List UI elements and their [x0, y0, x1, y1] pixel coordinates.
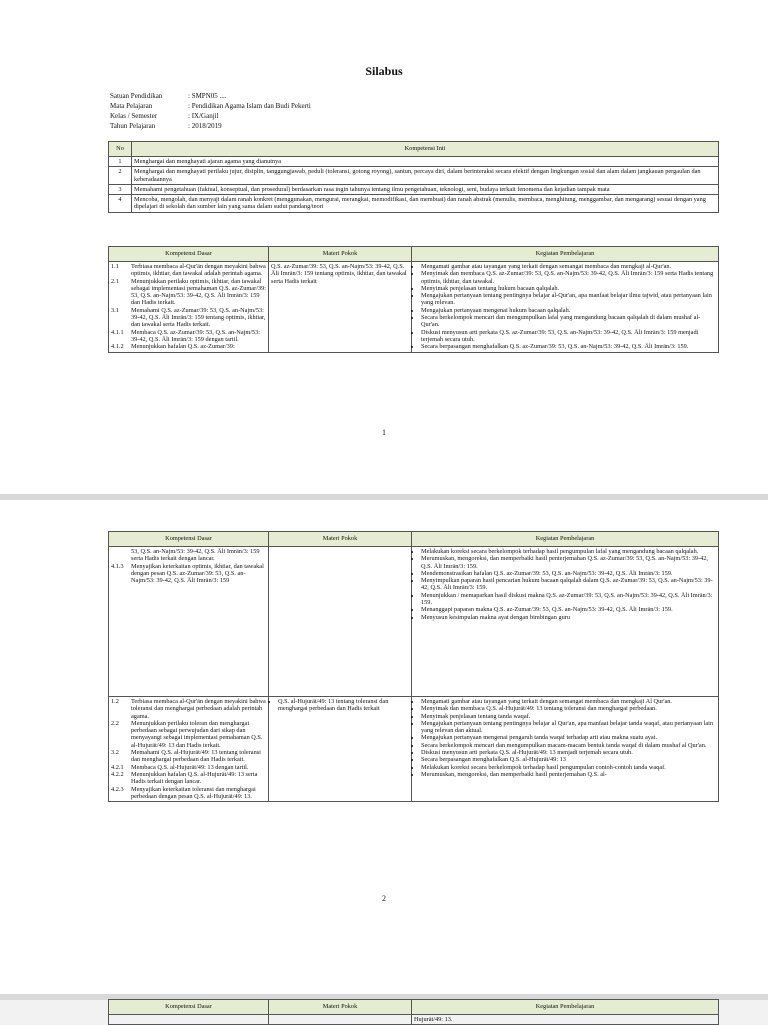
list-item: • Merumuskan, mengoreksi, dan memperbaiki hasil penterjemahan Q.S. al- [421, 771, 716, 778]
kd-item: 4.1.2 Menunjukkan hafalan Q.S. az-Zumar/39: [111, 343, 235, 351]
list-item: • Mengajukan pertanyaan mengenai pengaruh tanda waqaf terhadap arti atau makna suatu ayat. [421, 734, 716, 741]
column-header-kd: Kompetensi Dasar [109, 247, 269, 262]
table-row [109, 262, 719, 353]
kompetensi-dasar-table-page3 [108, 999, 719, 1025]
kd-item: 2.1 Menunjukkan perilaku optimis, ikhtiar, dan tawakal sebagai implementasi pemahaman Q.S. az-Zumar/39: 53, Q.S. an-Najm/53: 39-42, Q.S. Āli Imrān/3: 159 dan Hadis terkait. [111, 277, 266, 307]
kompetensi-dasar-table [108, 246, 719, 353]
column-header-kegiatan: Kegiatan Pembelajaran [412, 532, 719, 547]
kd-item: 4.2.1 Membaca Q.S. al-Hujurāt/49: 13 dengan tartil. [111, 763, 249, 771]
list-item: • Diskusi menyusun arti perkata Q.S. al-Hujurāt/49: 13 menjadi terjemah secara utuh. [421, 749, 716, 756]
table-row: 2 Menghargai dan menghayati perilaku jujur, disiplin, tanggungjawab, peduli (toleransi, gotong royong), santun, percaya diri, dalam berinteraksi secara efektif dengan lingkungan sosial dan alam dalam jangkauan pergaulan dan keberadaannya [109, 167, 719, 185]
kd-item: 3.1 Memahami Q.S. az-Zumar/39: 53, Q.S. an-Najm/53: 39-42, Q.S. Āli Imrān/3: 159 tentang optimis, ikhtiar, dan tawakal serta Hadis terkait. [111, 306, 266, 329]
kd-item: 1.2 Terbiasa membaca al-Qur'ān dengan meyakini bahwa toleransi dan menghargai perbedaan adalah perintah agama. [111, 698, 266, 720]
materi-cell [269, 697, 412, 802]
column-header-materi: Materi Pokok [269, 1000, 412, 1015]
kd-item: 4.2.2 Menunjukkan hafalan Q.S. al-Hujurāt/49: 13 serta Hadis terkait dengan lancar. [111, 770, 258, 786]
identity-row: Tahun Pelajaran : 2018/2019 [110, 122, 222, 130]
list-item: • Diskusi menyusun arti perkata Q.S. az-Zumar/39: 53, Q.S. an-Najm/53: 39-42, Q.S. Āli Imrān/3: 159 menjadi terjemah secara utuh. [421, 329, 716, 344]
page-number: 1 [382, 428, 386, 437]
kegiatan-cell [412, 697, 719, 802]
table-row: 1 Menghargai dan menghayati ajaran agama yang dianutnya [109, 157, 719, 167]
list-item: • Q.S. al-Hujurāt/49: 13 tentang toleransi dan menghargai perbedaan dan Hadis terkait [278, 698, 409, 713]
identity-row: Kelas / Semester : IX/Ganjil [110, 112, 219, 120]
column-header-kd: Kompetensi Dasar [109, 532, 269, 547]
materi-cell: Q.S. az-Zumar/39: 53, Q.S. an-Najm/53: 39-42, Q.S. Āli Imrān/3: 159 tentang optimis, ikhtiar, dan tawakal serta Hadis terkait [269, 262, 412, 353]
list-item: • Mengajukan pertanyaan tentang pentingnya belajar al-Qur'an, apa manfaat belajar ilmu tajwid, atau pertanyaan lain yang relevan. [421, 292, 716, 307]
table-row [109, 697, 719, 802]
column-header-kegiatan: Kegiatan Pembelajaran [412, 247, 719, 262]
list-item: • Mendemonstrasikan hafalan Q.S. az-Zumar/39: 53, Q.S. an-Najm/53: 39-42, Q.S. Āli Imrān/3: 159. [421, 570, 716, 577]
column-header-materi: Materi Pokok [269, 247, 412, 262]
kd-item: 3.2 Memahami Q.S. al-Hujurāt/49: 13 tentang toleransi dan menghargai perbedaan dan Hadis terkait. [111, 749, 261, 764]
column-header-no: No [109, 142, 132, 157]
list-item: • Mengamati gambar atau tayangan yang terkait dengan semangat membaca dan mengkaji al-Qur'an. [421, 263, 716, 270]
list-item: • Secara berpasangan menghafalkan Q.S. az-Zumar/39: 53, Q.S. an-Najm/53: 39-42, Q.S. Āli Imrān/3: 159. [421, 343, 716, 350]
materi-cell [269, 1015, 412, 1025]
kompetensi-dasar-table-continued [108, 531, 719, 802]
kd-item: 4.1.3 Menyajikan keterkaitan optimis, ikhtiar, dan tawakal dengan pesan Q.S. az-Zumar/39: 53, Q.S. an-Najm/53: 39-42, Q.S. Āli Imrān/3: 159 [111, 562, 264, 585]
table-row [109, 1015, 719, 1025]
list-item: • Menyimak dan membaca Q.S. az-Zumar/39: 53, Q.S. an-Najm/53: 39-42, Q.S. Āli Imrān/3: 159 serta Hadis tentang optimis, ikhtiar, dan tawakal. [421, 270, 716, 285]
table-row [109, 547, 719, 697]
list-item: • Menyimpulkan paparan hasil pencarian hukum bacaan qalqalah dalam Q.S. az-Zumar/39: 53, Q.S. an-Najm/53: 39-42, Q.S. Āli Imrān/3: 159. [421, 577, 716, 592]
list-item: • Mengamati gambar atau tayangan yang terkait dengan semangat membaca dan mengkaji Al Qur'an. [421, 698, 716, 705]
table-row: 3 Memahami pengetahuan (faktual, konseptual, dan prosedural) berdasarkan rasa ingin tahunya tentang ilmu pengetahuan, teknologi, seni, budaya terkait fenomena dan kejadian tampak mata [109, 184, 719, 194]
kegiatan-cell: Hujurāt/49: 13. [412, 1015, 719, 1025]
list-item: • Secara berkelompok mencari dan mengumpulkan macam-macam bentuk tanda waqaf di dalam mushaf al Qur'an. [421, 742, 716, 749]
page-number: 2 [382, 894, 386, 903]
list-item: • Melakukan koreksi secara berkelompok terhadap hasil pengumpulan lafal yang mengandung bacaan qalqalah. [421, 548, 716, 555]
list-item: • Menunjukkan / memaparkan hasil diskusi makna Q.S. az-Zumar/39: 53, Q.S. an-Najm/53: 39-42, Q.S. Āli Imrān/3: 159. [421, 592, 716, 607]
column-header-kompetensi-inti: Kompetensi Inti [132, 142, 719, 157]
kegiatan-cell [412, 547, 719, 697]
kd-cell [109, 1015, 269, 1025]
materi-cell [269, 547, 412, 697]
list-item: • Merumuskan, mengoreksi, dan memperbaiki hasil penterjemahan Q.S. az-Zumar/39: 53, Q.S. an-Najm/53: 39-42, Q.S. Āli Imrān/3: 159. [421, 555, 716, 570]
page-1 [0, 0, 768, 494]
list-item: • Secara berpasangan menghafalkan Q.S. al-Hujurāt/49: 13 [421, 756, 716, 763]
kd-cell [109, 547, 269, 697]
kd-item: 2.2 Menunjukkan perilaku toleran dan menghargai perbedaan sebagai perwujudan dari sikap dan menyayangi sebagai implementasi pemahaman Q.S. al-Hujurāt/49: 13 dan Hadis terkait. [111, 719, 263, 749]
kd-cell [109, 262, 269, 353]
kompetensi-inti-table [108, 141, 719, 213]
list-item: • Menanggapi paparan makna Q.S. az-Zumar/39: 53, Q.S. an-Najm/53: 39-42, Q.S. Āli Imrān/3: 159. [421, 606, 716, 613]
identity-block [108, 90, 315, 132]
column-header-kegiatan: Kegiatan Pembelajaran [412, 1000, 719, 1015]
kd-item: 1.1 Terbiasa membaca al-Qur'ān dengan meyakini bahwa optimis, ikhtiar, dan tawakal adalah perintah agama. [111, 263, 266, 278]
kd-cell [109, 697, 269, 802]
list-item: • Mengajukan pertanyaan mengenai hukum bacaan qalqalah. [421, 307, 716, 314]
kd-item: 53, Q.S. an-Najm/53: 39-42, Q.S. Āli Imrān/3: 159 serta Hadis terkait dengan lancar. [131, 548, 260, 563]
column-header-kd: Kompetensi Dasar [109, 1000, 269, 1015]
list-item: • Menyimak dan membaca Q.S. al-Hujurāt/49: 13 tentang toleransi dan menghargai perbedaan. [421, 705, 716, 712]
document-title: Silabus [365, 64, 403, 78]
list-item: • Melakukan koreksi secara berkelompok terhadap hasil pengumpulan contoh-contoh tanda waqaf. [421, 764, 716, 771]
table-row: 4 Mencoba, mengolah, dan menyaji dalam ranah konkret (menggunakan, mengurai, merangkai, memodifikasi, dan membuat) dan ranah abstrak (menulis, membaca, menghitung, menggambar, dan mengarang) sesuai dengan yang dipelajari di sekolah dan sumber lain yang sama dalam sudut pandang/teori [109, 195, 719, 213]
list-item: • Menyusun kesimpulan makna ayat dengan bimbingan guru [421, 614, 716, 621]
identity-row: Satuan Pendidikan : SMPN05 .... [110, 92, 227, 100]
identity-row: Mata Pelajaran : Pendidikan Agama Islam dan Budi Pekerti [110, 102, 311, 110]
kd-item: 4.1.1 Membaca Q.S. az-Zumar/39: 53, Q.S. an-Najm/53: 39-42, Q.S. Āli Imrān/3: 159 dengan tartil. [111, 328, 261, 343]
list-item: • Mengajukan pertanyaan tentang pentingnya belajar al Qur'an, apa manfaat belajar tanda waqaf, atau pertanyaan lain yang relevan dan aktual. [421, 720, 716, 735]
list-item: • Secara berkelompok mencari dan mengumpulkan lafal yang mengandung bacaan qalqalah di dalam mushaf al-Qur'an. [421, 314, 716, 329]
list-item: • Menyimak penjelasan tentang tanda waqaf. [421, 713, 716, 720]
column-header-materi: Materi Pokok [269, 532, 412, 547]
kegiatan-cell [412, 262, 719, 353]
list-item: • Menyimak penjelasan tentang hukum bacaan qalqalah. [421, 285, 716, 292]
kd-item: 4.2.3 Menyajikan keterkaitan toleransi dan menghargai perbedaan dengan pesan Q.S. al-Hujurāt/49: 13. [111, 785, 256, 800]
